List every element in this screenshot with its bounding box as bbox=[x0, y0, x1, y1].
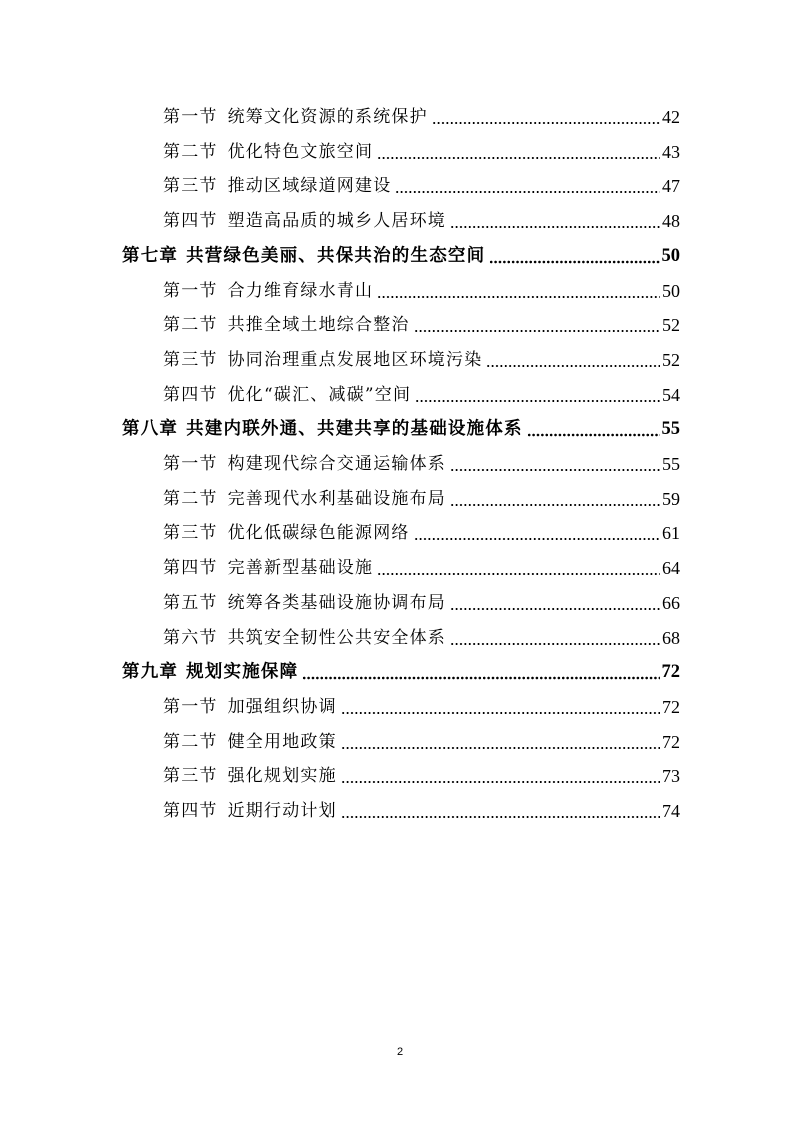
toc-entry-page: 55 bbox=[661, 419, 680, 440]
toc-dot-leader bbox=[377, 551, 660, 585]
toc-section-entry[interactable] bbox=[163, 447, 680, 481]
toc-entry-label bbox=[163, 378, 411, 412]
toc-entry-label bbox=[163, 516, 410, 550]
toc-section-entry[interactable] bbox=[163, 169, 680, 203]
toc-section-entry[interactable] bbox=[163, 516, 680, 550]
toc-entry-title: 优化特色文旅空间 bbox=[227, 141, 374, 162]
toc-entry-label bbox=[122, 655, 298, 689]
toc-entry-page: 48 bbox=[662, 211, 680, 232]
toc-entry-title: 合力维育绿水青山 bbox=[227, 280, 374, 301]
toc-dot-leader bbox=[450, 586, 660, 620]
toc-entry-title: 共营绿色美丽、共保共治的生态空间 bbox=[186, 245, 486, 266]
toc-dot-leader bbox=[302, 655, 659, 689]
toc-entry-number: 第二节 bbox=[163, 731, 218, 752]
toc-entry-title: 统筹各类基础设施协调布局 bbox=[227, 592, 447, 613]
toc-dot-leader bbox=[450, 482, 660, 516]
toc-entry-number: 第八章 bbox=[122, 419, 179, 440]
toc-entry-label bbox=[163, 725, 337, 759]
toc-dot-leader bbox=[377, 135, 660, 169]
toc-chapter-entry[interactable] bbox=[122, 655, 680, 689]
toc-entry-page: 72 bbox=[661, 662, 680, 683]
toc-entry-page: 68 bbox=[662, 627, 680, 648]
toc-entry-label bbox=[163, 586, 446, 620]
toc-entry-number: 第三节 bbox=[163, 766, 218, 787]
toc-entry-label bbox=[163, 169, 391, 203]
toc-entry-title: 推动区域绿道网建设 bbox=[227, 176, 392, 197]
toc-chapter-entry[interactable] bbox=[122, 412, 680, 446]
toc-dot-leader bbox=[432, 100, 660, 134]
toc-dot-leader bbox=[450, 447, 660, 481]
toc-entry-label bbox=[163, 274, 373, 308]
toc-entry-number: 第一节 bbox=[163, 107, 218, 127]
toc-section-entry[interactable] bbox=[163, 690, 680, 724]
toc-entry-number: 第六节 bbox=[163, 627, 218, 648]
toc-entry-number: 第三节 bbox=[163, 349, 218, 370]
toc-entry-label bbox=[163, 447, 446, 481]
toc-entry-title: 优化“碳汇、减碳”空间 bbox=[227, 384, 412, 405]
toc-section-entry[interactable] bbox=[163, 482, 680, 516]
toc-dot-leader bbox=[527, 412, 660, 446]
toc-section-entry[interactable] bbox=[163, 378, 680, 412]
toc-section-entry[interactable] bbox=[163, 204, 680, 238]
toc-entry-page: 74 bbox=[662, 801, 680, 821]
toc-entry-page: 72 bbox=[662, 731, 680, 752]
toc-entry-page: 42 bbox=[662, 107, 680, 127]
toc-section-entry[interactable] bbox=[163, 308, 680, 342]
toc-entry-number: 第一节 bbox=[163, 454, 218, 474]
toc-entry-label bbox=[122, 239, 485, 273]
toc-section-entry[interactable] bbox=[163, 343, 680, 377]
toc-dot-leader bbox=[341, 690, 660, 724]
toc-entry-title: 完善新型基础设施 bbox=[227, 558, 374, 579]
toc-entry-title: 健全用地政策 bbox=[227, 731, 337, 752]
toc-entry-label bbox=[122, 412, 523, 446]
toc-section-entry[interactable] bbox=[163, 586, 680, 620]
toc-entry-number: 第九章 bbox=[122, 662, 179, 683]
toc-entry-page: 50 bbox=[661, 245, 680, 266]
toc-dot-leader bbox=[341, 725, 660, 759]
toc-entry-title: 共推全域土地综合整治 bbox=[227, 315, 410, 336]
toc-entry-number: 第二节 bbox=[163, 315, 218, 336]
toc-entry-label bbox=[163, 482, 446, 516]
toc-entry-number: 第四节 bbox=[163, 211, 218, 232]
toc-dot-leader bbox=[414, 308, 660, 342]
toc-dot-leader bbox=[377, 274, 660, 308]
toc-section-entry[interactable] bbox=[163, 100, 680, 134]
toc-entry-title: 加强组织协调 bbox=[227, 696, 337, 717]
toc-entry-page: 43 bbox=[662, 141, 680, 162]
toc-entry-title: 完善现代水利基础设施布局 bbox=[227, 488, 447, 509]
toc-dot-leader bbox=[450, 621, 660, 655]
toc-entry-label bbox=[163, 794, 337, 828]
toc-entry-label bbox=[163, 690, 337, 724]
toc-entry-number: 第四节 bbox=[163, 558, 218, 579]
toc-section-entry[interactable] bbox=[163, 725, 680, 759]
toc-entry-label bbox=[163, 621, 446, 655]
toc-entry-title: 优化低碳绿色能源网络 bbox=[227, 523, 410, 544]
toc-entry-page: 73 bbox=[662, 766, 680, 787]
toc-entry-number: 第三节 bbox=[163, 523, 218, 544]
toc-entry-page: 72 bbox=[662, 696, 680, 717]
toc-dot-leader bbox=[395, 169, 660, 203]
toc-entry-number: 第一节 bbox=[163, 280, 218, 301]
toc-entry-title: 构建现代综合交通运输体系 bbox=[227, 454, 447, 474]
toc-entry-label bbox=[163, 100, 428, 134]
toc-entry-label bbox=[163, 135, 373, 169]
toc-entry-number: 第七章 bbox=[122, 245, 179, 266]
toc-entry-page: 64 bbox=[662, 558, 680, 579]
toc-entry-page: 52 bbox=[662, 315, 680, 336]
toc-entry-page: 52 bbox=[662, 349, 680, 370]
toc-section-entry[interactable] bbox=[163, 621, 680, 655]
toc-entry-title: 共筑安全韧性公共安全体系 bbox=[227, 627, 447, 648]
toc-entry-page: 61 bbox=[662, 523, 680, 544]
toc-dot-leader bbox=[414, 516, 660, 550]
toc-entry-number: 第三节 bbox=[163, 176, 218, 197]
toc-chapter-entry[interactable] bbox=[122, 239, 680, 273]
toc-entry-title: 协同治理重点发展地区环境污染 bbox=[227, 349, 483, 370]
toc-entry-number: 第四节 bbox=[163, 801, 218, 821]
toc-entry-page: 47 bbox=[662, 176, 680, 197]
toc-entry-page: 55 bbox=[662, 454, 680, 474]
toc-section-entry[interactable] bbox=[163, 794, 680, 828]
toc-entry-number: 第二节 bbox=[163, 141, 218, 162]
toc-dot-leader bbox=[450, 204, 660, 238]
toc-section-entry[interactable] bbox=[163, 551, 680, 585]
toc-entry-number: 第五节 bbox=[163, 592, 218, 613]
toc-entry-title: 共建内联外通、共建共享的基础设施体系 bbox=[186, 419, 523, 440]
toc-entry-number: 第一节 bbox=[163, 696, 218, 717]
toc-entry-label bbox=[163, 759, 337, 793]
page-number: 2 bbox=[396, 1046, 404, 1058]
toc-dot-leader bbox=[489, 239, 659, 273]
toc-entry-title: 统筹文化资源的系统保护 bbox=[227, 107, 428, 127]
toc-entry-number: 第四节 bbox=[163, 384, 218, 405]
toc-section-entry[interactable] bbox=[163, 135, 680, 169]
toc-entry-title: 规划实施保障 bbox=[186, 662, 299, 683]
toc-dot-leader bbox=[341, 759, 660, 793]
toc-dot-leader bbox=[415, 378, 660, 412]
toc-entry-title: 强化规划实施 bbox=[227, 766, 337, 787]
toc-entry-number: 第二节 bbox=[163, 488, 218, 509]
toc-entry-page: 50 bbox=[662, 280, 680, 301]
toc-entry-title: 塑造高品质的城乡人居环境 bbox=[227, 211, 447, 232]
toc-section-entry[interactable] bbox=[163, 274, 680, 308]
toc-entry-label bbox=[163, 551, 373, 585]
toc-section-entry[interactable] bbox=[163, 759, 680, 793]
toc-entry-page: 66 bbox=[662, 592, 680, 613]
toc-entry-label bbox=[163, 308, 410, 342]
toc-entry-page: 59 bbox=[662, 488, 680, 509]
toc-entry-title: 近期行动计划 bbox=[227, 801, 337, 821]
toc-entry-label bbox=[163, 343, 482, 377]
toc-entry-label bbox=[163, 204, 446, 238]
toc-dot-leader bbox=[486, 343, 660, 377]
toc-dot-leader bbox=[341, 794, 660, 828]
toc-entry-page: 54 bbox=[662, 384, 680, 405]
